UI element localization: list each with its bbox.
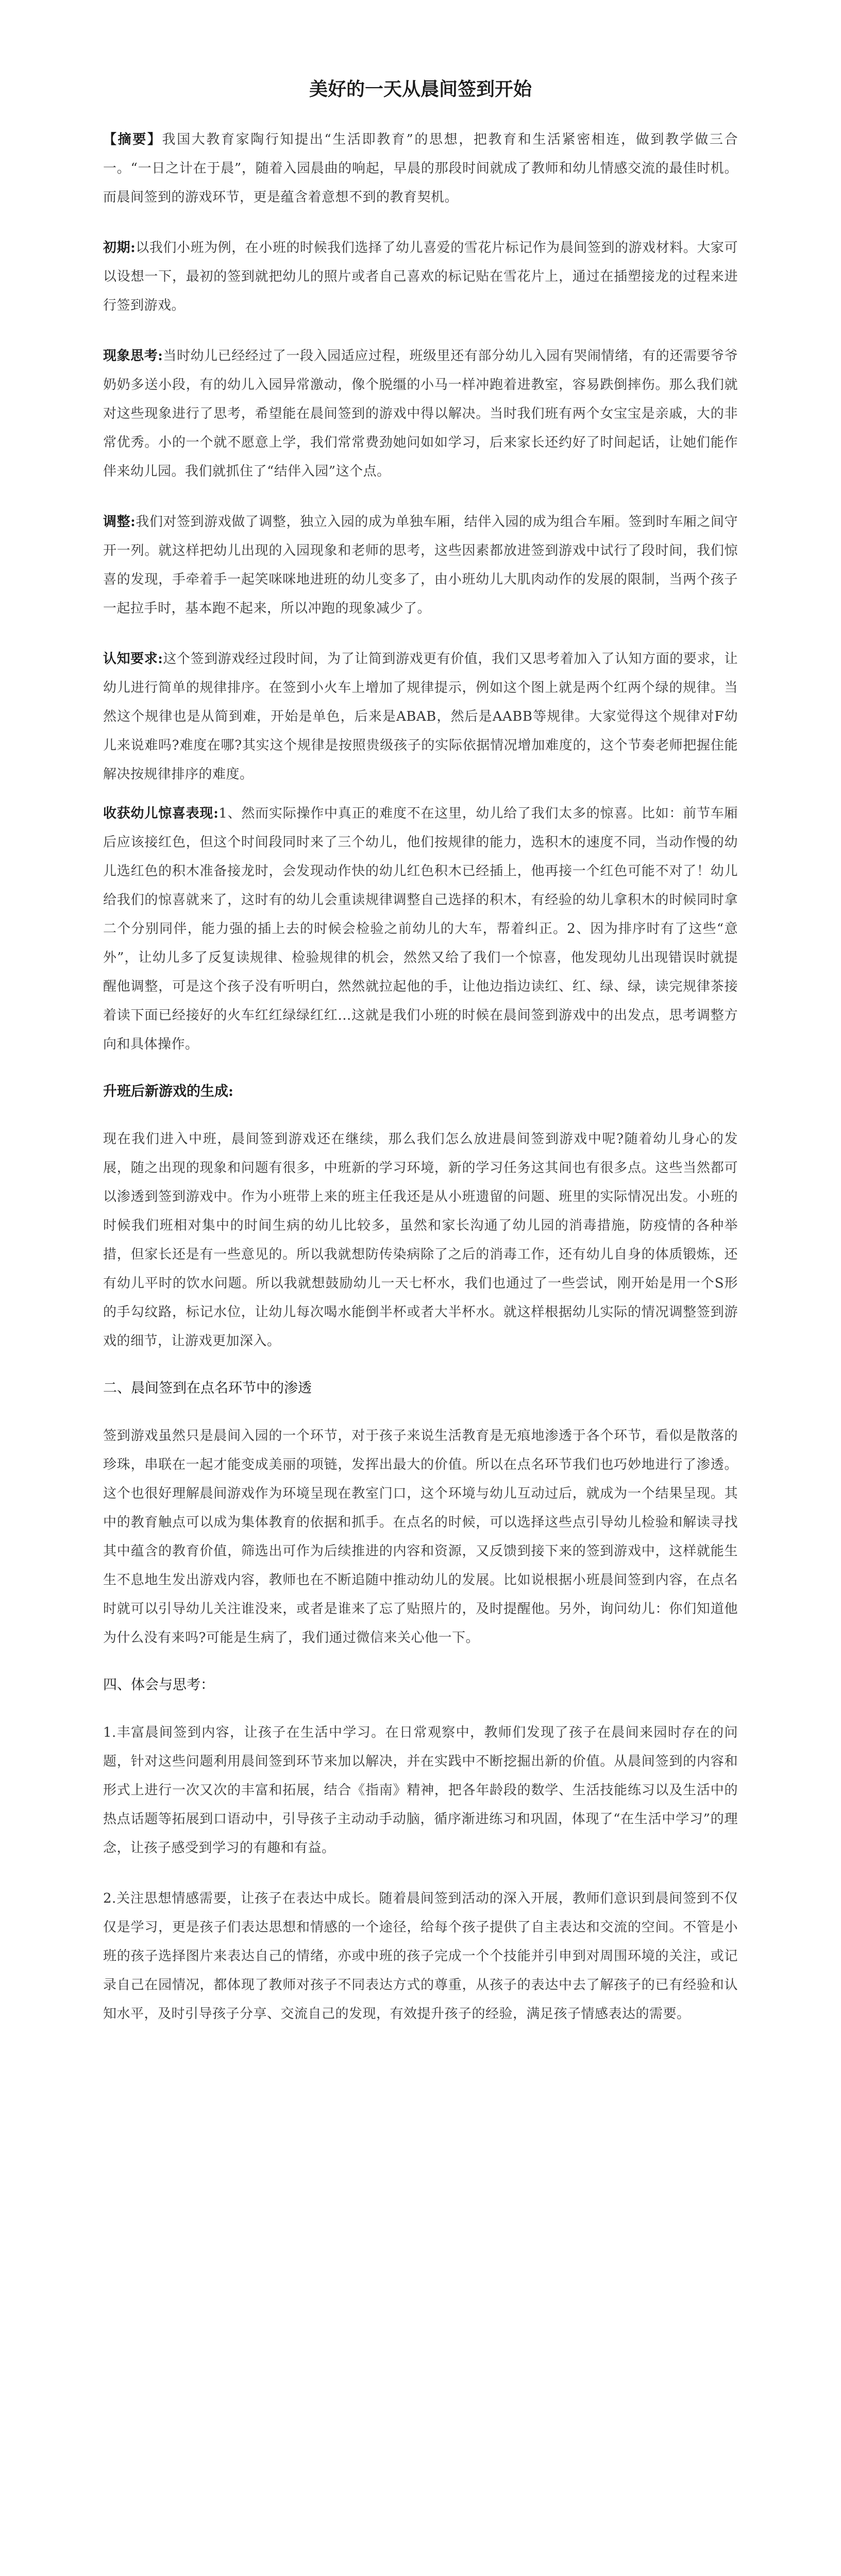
abstract-paragraph bbox=[103, 125, 738, 212]
initial-stage-lead: 初期: bbox=[103, 240, 136, 256]
abstract-lead: 【摘要】 bbox=[103, 131, 162, 147]
initial-stage-paragraph bbox=[103, 233, 738, 320]
upgrade-paragraph: 现在我们进入中班，晨间签到游戏还在继续，那么我们怎么放进晨间签到游戏中呢?随着幼儿身心的发展，随之出现的现象和问题有很多，中班新的学习环境，新的学习任务这其间也有很多点。这些当然都可以渗透到签到游戏中。作为小班带上来的班主任我还是从小班遗留的问题、班里的实际情况出发。小班的时候我们班相对集中的时间生病的幼儿比较多，虽然和家长沟通了幼儿园的消毒措施，防疫情的各种举措，但家长还是有一些意见的。所以我就想防传染病除了之后的消毒工作，还有幼儿自身的体质锻炼，还有幼儿平时的饮水问题。所以我就想鼓励幼儿一天七杯水，我们也通过了一些尝试，刚开始是用一个S形的手勾纹路，标记水位，让幼儿每次喝水能倒半杯或者大半杯水。就这样根据幼儿实际的情况调整签到游戏的细节，让游戏更加深入。 bbox=[103, 1131, 738, 1349]
cognition-paragraph bbox=[103, 645, 738, 789]
section-4-heading: 四、体会与思考： bbox=[103, 1676, 214, 1693]
surprise-lead: 收获幼儿惊喜表现: bbox=[103, 805, 219, 821]
document-title: 美好的一天从晨间签到开始 bbox=[309, 78, 532, 100]
abstract-text: 我国大教育家陶行知提出“生活即教育”的思想，把教育和生活紧密相连，做到教学做三合一。“一日之计在于晨”，随着入园晨曲的响起，早晨的那段时间就成了教师和幼儿情感交流的最佳时机。而晨间签到的游戏环节，更是蕴含着意想不到的教育契机。 bbox=[103, 131, 738, 205]
adjustment-text: 我们对签到游戏做了调整，独立入园的成为单独车厢，结伴入园的成为组合车厢。签到时车厢之间守开一列。就这样把幼儿出现的入园现象和老师的思考，这些因素都放进签到游戏中试行了段时间，我们惊喜的发现，手牵着手一起笑咪咪地进班的幼儿变多了，由小班幼儿大肌肉动作的发展的限制，当两个孩子一起拉手时，基本跑不起来，所以冲跑的现象减少了。 bbox=[103, 514, 738, 616]
reflection-2-paragraph: 2.关注思想情感需要，让孩子在表达中成长。随着晨间签到活动的深入开展，教师们意识到晨间签到不仅仅是学习，更是孩子们表达思想和情感的一个途径，给每个孩子提供了自主表达和交流的空间。不管是小班的孩子选择图片来表达自己的情绪，亦或中班的孩子完成一个个技能并引申到对周围环境的关注，或记录自己在园情况，都体现了教师对孩子不同表达方式的尊重，从孩子的表达中去了解孩子的已有经验和认知水平，及时引导孩子分享、交流自己的发现，有效提升孩子的经验，满足孩子情感表达的需要。 bbox=[103, 1890, 738, 2022]
cognition-text: 这个签到游戏经过段时间，为了让简到游戏更有价值，我们又思考着加入了认知方面的要求，让幼儿进行简单的规律排序。在签到小火车上增加了规律提示，例如这个图上就是两个红两个绿的规律。当然这个规律也是从简到难，开始是单色，后来是ABAB，然后是AABB等规律。大家觉得这个规律对F幼儿来说难吗?难度在哪?其实这个规律是按照贵级孩子的实际依据情况增加难度的，这个节奏老师把握住能解决按规律排序的难度。 bbox=[103, 651, 738, 782]
cognition-lead: 认知要求: bbox=[103, 651, 163, 667]
surprise-text: 1、然而实际操作中真正的难度不在这里，幼儿给了我们太多的惊喜。比如：前节车厢后应该接红色，但这个时间段同时来了三个幼儿，他们按规律的能力，选积木的速度不同，当动作慢的幼儿选红色的积木准备接龙时，会发现动作快的幼儿红色积木已经插上，他再接一个红色可能不对了！幼儿给我们的惊喜就来了，这时有的幼儿会重读规律调整自己选择的积木，有经验的幼儿拿积木的时候同时拿二个分别同伴，能力强的插上去的时候会检验之前幼儿的大车，帮着纠正。2、因为排序时有了这些“意外”，让幼儿多了反复读规律、检验规律的机会，然然又给了我们一个惊喜，他发现幼儿出现错误时就提醒他调整，可是这个孩子没有听明白，然然就拉起他的手，让他边指边读红、红、绿、绿，读完规律茶接着读下面已经接好的火车红红绿绿红红...这就是我们小班的时候在晨间签到游戏中的出发点，思考调整方向和具体操作。 bbox=[103, 805, 738, 1052]
phenomenon-paragraph bbox=[103, 342, 738, 486]
reflection-1-paragraph: 1.丰富晨间签到内容，让孩子在生活中学习。在日常观察中，教师们发现了孩子在晨间来园时存在的问题，针对这些问题利用晨间签到环节来加以解决，并在实践中不断挖掘出新的价值。从晨间签到的内容和形式上进行一次又次的丰富和拓展，结合《指南》精神，把各年龄段的数学、生活技能练习以及生活中的热点话题等拓展到口语动中，引导孩子主动动手动脑，循序渐进练习和巩固，体现了“在生活中学习”的理念，让孩子感受到学习的有趣和有益。 bbox=[103, 1724, 738, 1856]
section-2-paragraph: 签到游戏虽然只是晨间入园的一个环节，对于孩子来说生活教育是无痕地渗透于各个环节，看似是散落的珍珠，串联在一起才能变成美丽的项链，发挥出最大的价值。所以在点名环节我们也巧妙地进行了渗透。这个也很好理解晨间游戏作为环境呈现在教室门口，这个环境与幼儿互动过后，就成为一个结果呈现。其中的教育触点可以成为集体教育的依据和抓手。在点名的时候，可以选择这些点引导幼儿检验和解读寻找其中蕴含的教育价值，筛选出可作为后续推进的内容和资源，又反馈到接下来的签到游戏中，这样就能生生不息地生发出游戏内容，教师也在不断追随中推动幼儿的发展。比如说根据小班晨间签到内容，在点名时就可以引导幼儿关注谁没来，或者是谁来了忘了贴照片的，及时提醒他。另外，询问幼儿：你们知道他为什么没有来吗?可能是生病了，我们通过微信来关心他一下。 bbox=[103, 1428, 738, 1646]
adjustment-lead: 调整: bbox=[103, 514, 136, 530]
initial-stage-text: 以我们小班为例，在小班的时候我们选择了幼儿喜爱的雪花片标记作为晨间签到的游戏材料。大家可以设想一下，最初的签到就把幼儿的照片或者自己喜欢的标记贴在雪花片上，通过在插塑接龙的过程来进行签到游戏。 bbox=[103, 240, 738, 313]
section-2-heading: 二、晨间签到在点名环节中的渗透 bbox=[103, 1380, 312, 1396]
adjustment-paragraph bbox=[103, 507, 738, 623]
upgrade-heading: 升班后新游戏的生成: bbox=[103, 1083, 233, 1099]
surprise-paragraph bbox=[103, 799, 738, 1059]
phenomenon-lead: 现象思考: bbox=[103, 348, 163, 364]
phenomenon-text: 当时幼儿已经经过了一段入园适应过程，班级里还有部分幼儿入园有哭闹情绪，有的还需要爷爷奶奶多送小段，有的幼儿入园异常激动，像个脱缰的小马一样冲跑着进教室，容易跌倒摔伤。那么我们就对这些现象进行了思考，希望能在晨间签到的游戏中得以解决。当时我们班有两个女宝宝是亲戚，大的非常优秀。小的一个就不愿意上学，我们常常费劲她问如如学习，后来家长还约好了时间起话，让她们能作伴来幼儿园。我们就抓住了“结伴入园”这个点。 bbox=[103, 348, 738, 479]
